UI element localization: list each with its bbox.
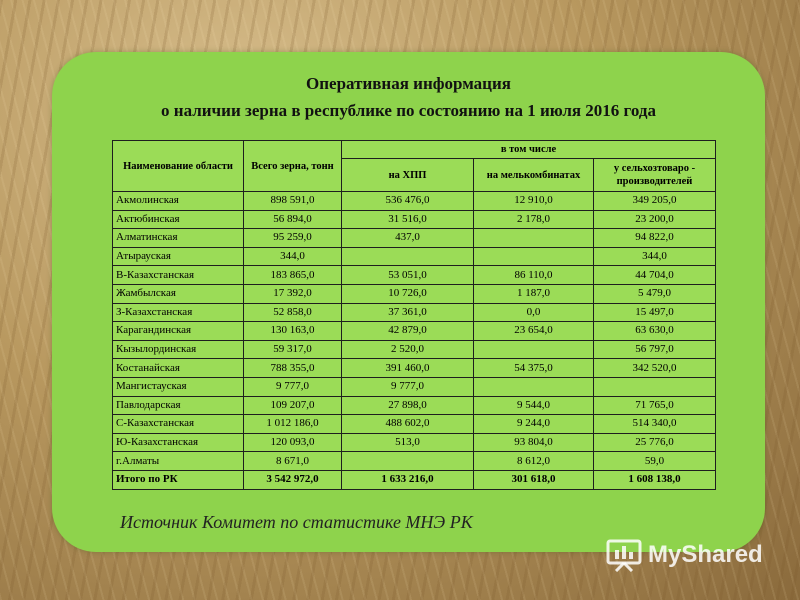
header-mills: на мелькомбинатах <box>474 159 594 192</box>
table-row <box>113 303 716 322</box>
cell-producers: 15 497,0 <box>594 303 716 322</box>
total-cell-name: Итого по РК <box>113 470 244 489</box>
table-row <box>113 229 716 248</box>
cell-hpp <box>342 452 474 471</box>
cell-hpp: 37 361,0 <box>342 303 474 322</box>
watermark-text: MyShared <box>648 541 763 568</box>
table-row <box>113 415 716 434</box>
cell-total: 120 093,0 <box>244 433 342 452</box>
table-row <box>113 266 716 285</box>
cell-total: 1 012 186,0 <box>244 415 342 434</box>
cell-name: С-Казахстанская <box>113 415 244 434</box>
table-row <box>113 396 716 415</box>
title-line-2: о наличии зерна в республике по состоянию на 1 июля 2016 года <box>161 101 656 120</box>
cell-total: 95 259,0 <box>244 229 342 248</box>
cell-name: З-Казахстанская <box>113 303 244 322</box>
cell-total: 344,0 <box>244 247 342 266</box>
cell-name: В-Казахстанская <box>113 266 244 285</box>
cell-total: 898 591,0 <box>244 192 342 211</box>
table-row <box>113 247 716 266</box>
cell-hpp: 9 777,0 <box>342 377 474 396</box>
table-row <box>113 433 716 452</box>
cell-hpp: 31 516,0 <box>342 210 474 229</box>
cell-name: Актюбинская <box>113 210 244 229</box>
cell-mills: 8 612,0 <box>474 452 594 471</box>
cell-mills: 12 910,0 <box>474 192 594 211</box>
cell-hpp: 53 051,0 <box>342 266 474 285</box>
cell-producers <box>594 377 716 396</box>
cell-producers: 349 205,0 <box>594 192 716 211</box>
total-cell-producers: 1 608 138,0 <box>594 470 716 489</box>
cell-total: 59 317,0 <box>244 340 342 359</box>
header-total: Всего зерна, тонн <box>244 141 342 192</box>
cell-total: 8 671,0 <box>244 452 342 471</box>
table-row <box>113 340 716 359</box>
header-region: Наименование области <box>113 141 244 192</box>
cell-producers: 514 340,0 <box>594 415 716 434</box>
table-row <box>113 210 716 229</box>
cell-producers: 63 630,0 <box>594 322 716 341</box>
cell-producers: 59,0 <box>594 452 716 471</box>
cell-total: 17 392,0 <box>244 284 342 303</box>
cell-mills: 9 544,0 <box>474 396 594 415</box>
info-panel <box>52 52 765 552</box>
cell-name: Карагандинская <box>113 322 244 341</box>
cell-mills: 1 187,0 <box>474 284 594 303</box>
cell-hpp: 513,0 <box>342 433 474 452</box>
grain-table <box>112 140 716 490</box>
cell-producers: 5 479,0 <box>594 284 716 303</box>
cell-producers: 344,0 <box>594 247 716 266</box>
table-row <box>113 359 716 378</box>
cell-producers: 23 200,0 <box>594 210 716 229</box>
cell-total: 9 777,0 <box>244 377 342 396</box>
table-total-row <box>113 470 716 489</box>
total-cell-hpp: 1 633 216,0 <box>342 470 474 489</box>
cell-total: 109 207,0 <box>244 396 342 415</box>
cell-mills <box>474 247 594 266</box>
watermark <box>606 538 763 572</box>
cell-producers: 94 822,0 <box>594 229 716 248</box>
cell-producers: 71 765,0 <box>594 396 716 415</box>
table-row <box>113 377 716 396</box>
cell-mills: 2 178,0 <box>474 210 594 229</box>
cell-name: Алматинская <box>113 229 244 248</box>
cell-producers: 56 797,0 <box>594 340 716 359</box>
cell-total: 52 858,0 <box>244 303 342 322</box>
cell-name: Костанайская <box>113 359 244 378</box>
cell-name: Ю-Казахстанская <box>113 433 244 452</box>
cell-mills: 9 244,0 <box>474 415 594 434</box>
header-including: в том числе <box>342 141 716 159</box>
cell-mills: 86 110,0 <box>474 266 594 285</box>
source-caption: Источник Комитет по статистике МНЭ РК <box>120 512 473 532</box>
cell-hpp: 10 726,0 <box>342 284 474 303</box>
total-cell-total: 3 542 972,0 <box>244 470 342 489</box>
cell-producers: 25 776,0 <box>594 433 716 452</box>
cell-total: 56 894,0 <box>244 210 342 229</box>
cell-total: 788 355,0 <box>244 359 342 378</box>
cell-mills: 54 375,0 <box>474 359 594 378</box>
cell-hpp: 488 602,0 <box>342 415 474 434</box>
header-producers: у сельхозтоваро - производителей <box>594 159 716 192</box>
cell-mills <box>474 229 594 248</box>
cell-mills <box>474 340 594 359</box>
cell-name: Жамбылская <box>113 284 244 303</box>
cell-mills: 23 654,0 <box>474 322 594 341</box>
cell-hpp: 27 898,0 <box>342 396 474 415</box>
cell-total: 183 865,0 <box>244 266 342 285</box>
cell-total: 130 163,0 <box>244 322 342 341</box>
cell-hpp: 437,0 <box>342 229 474 248</box>
table-row <box>113 192 716 211</box>
cell-hpp: 536 476,0 <box>342 192 474 211</box>
table-row <box>113 284 716 303</box>
cell-hpp <box>342 247 474 266</box>
cell-hpp: 391 460,0 <box>342 359 474 378</box>
cell-mills: 0,0 <box>474 303 594 322</box>
table-body <box>113 192 716 490</box>
presentation-board-icon <box>606 538 642 572</box>
header-hpp: на ХПП <box>342 159 474 192</box>
cell-name: г.Алматы <box>113 452 244 471</box>
cell-producers: 44 704,0 <box>594 266 716 285</box>
cell-name: Акмолинская <box>113 192 244 211</box>
title-line-1: Оперативная информация <box>306 74 511 93</box>
table-row <box>113 322 716 341</box>
cell-hpp: 42 879,0 <box>342 322 474 341</box>
cell-mills: 93 804,0 <box>474 433 594 452</box>
cell-name: Павлодарская <box>113 396 244 415</box>
table-row <box>113 452 716 471</box>
cell-name: Атырауская <box>113 247 244 266</box>
cell-producers: 342 520,0 <box>594 359 716 378</box>
grain-table-wrapper <box>112 140 716 490</box>
cell-name: Мангистауская <box>113 377 244 396</box>
cell-name: Кызылординская <box>113 340 244 359</box>
cell-mills <box>474 377 594 396</box>
total-cell-mills: 301 618,0 <box>474 470 594 489</box>
cell-hpp: 2 520,0 <box>342 340 474 359</box>
